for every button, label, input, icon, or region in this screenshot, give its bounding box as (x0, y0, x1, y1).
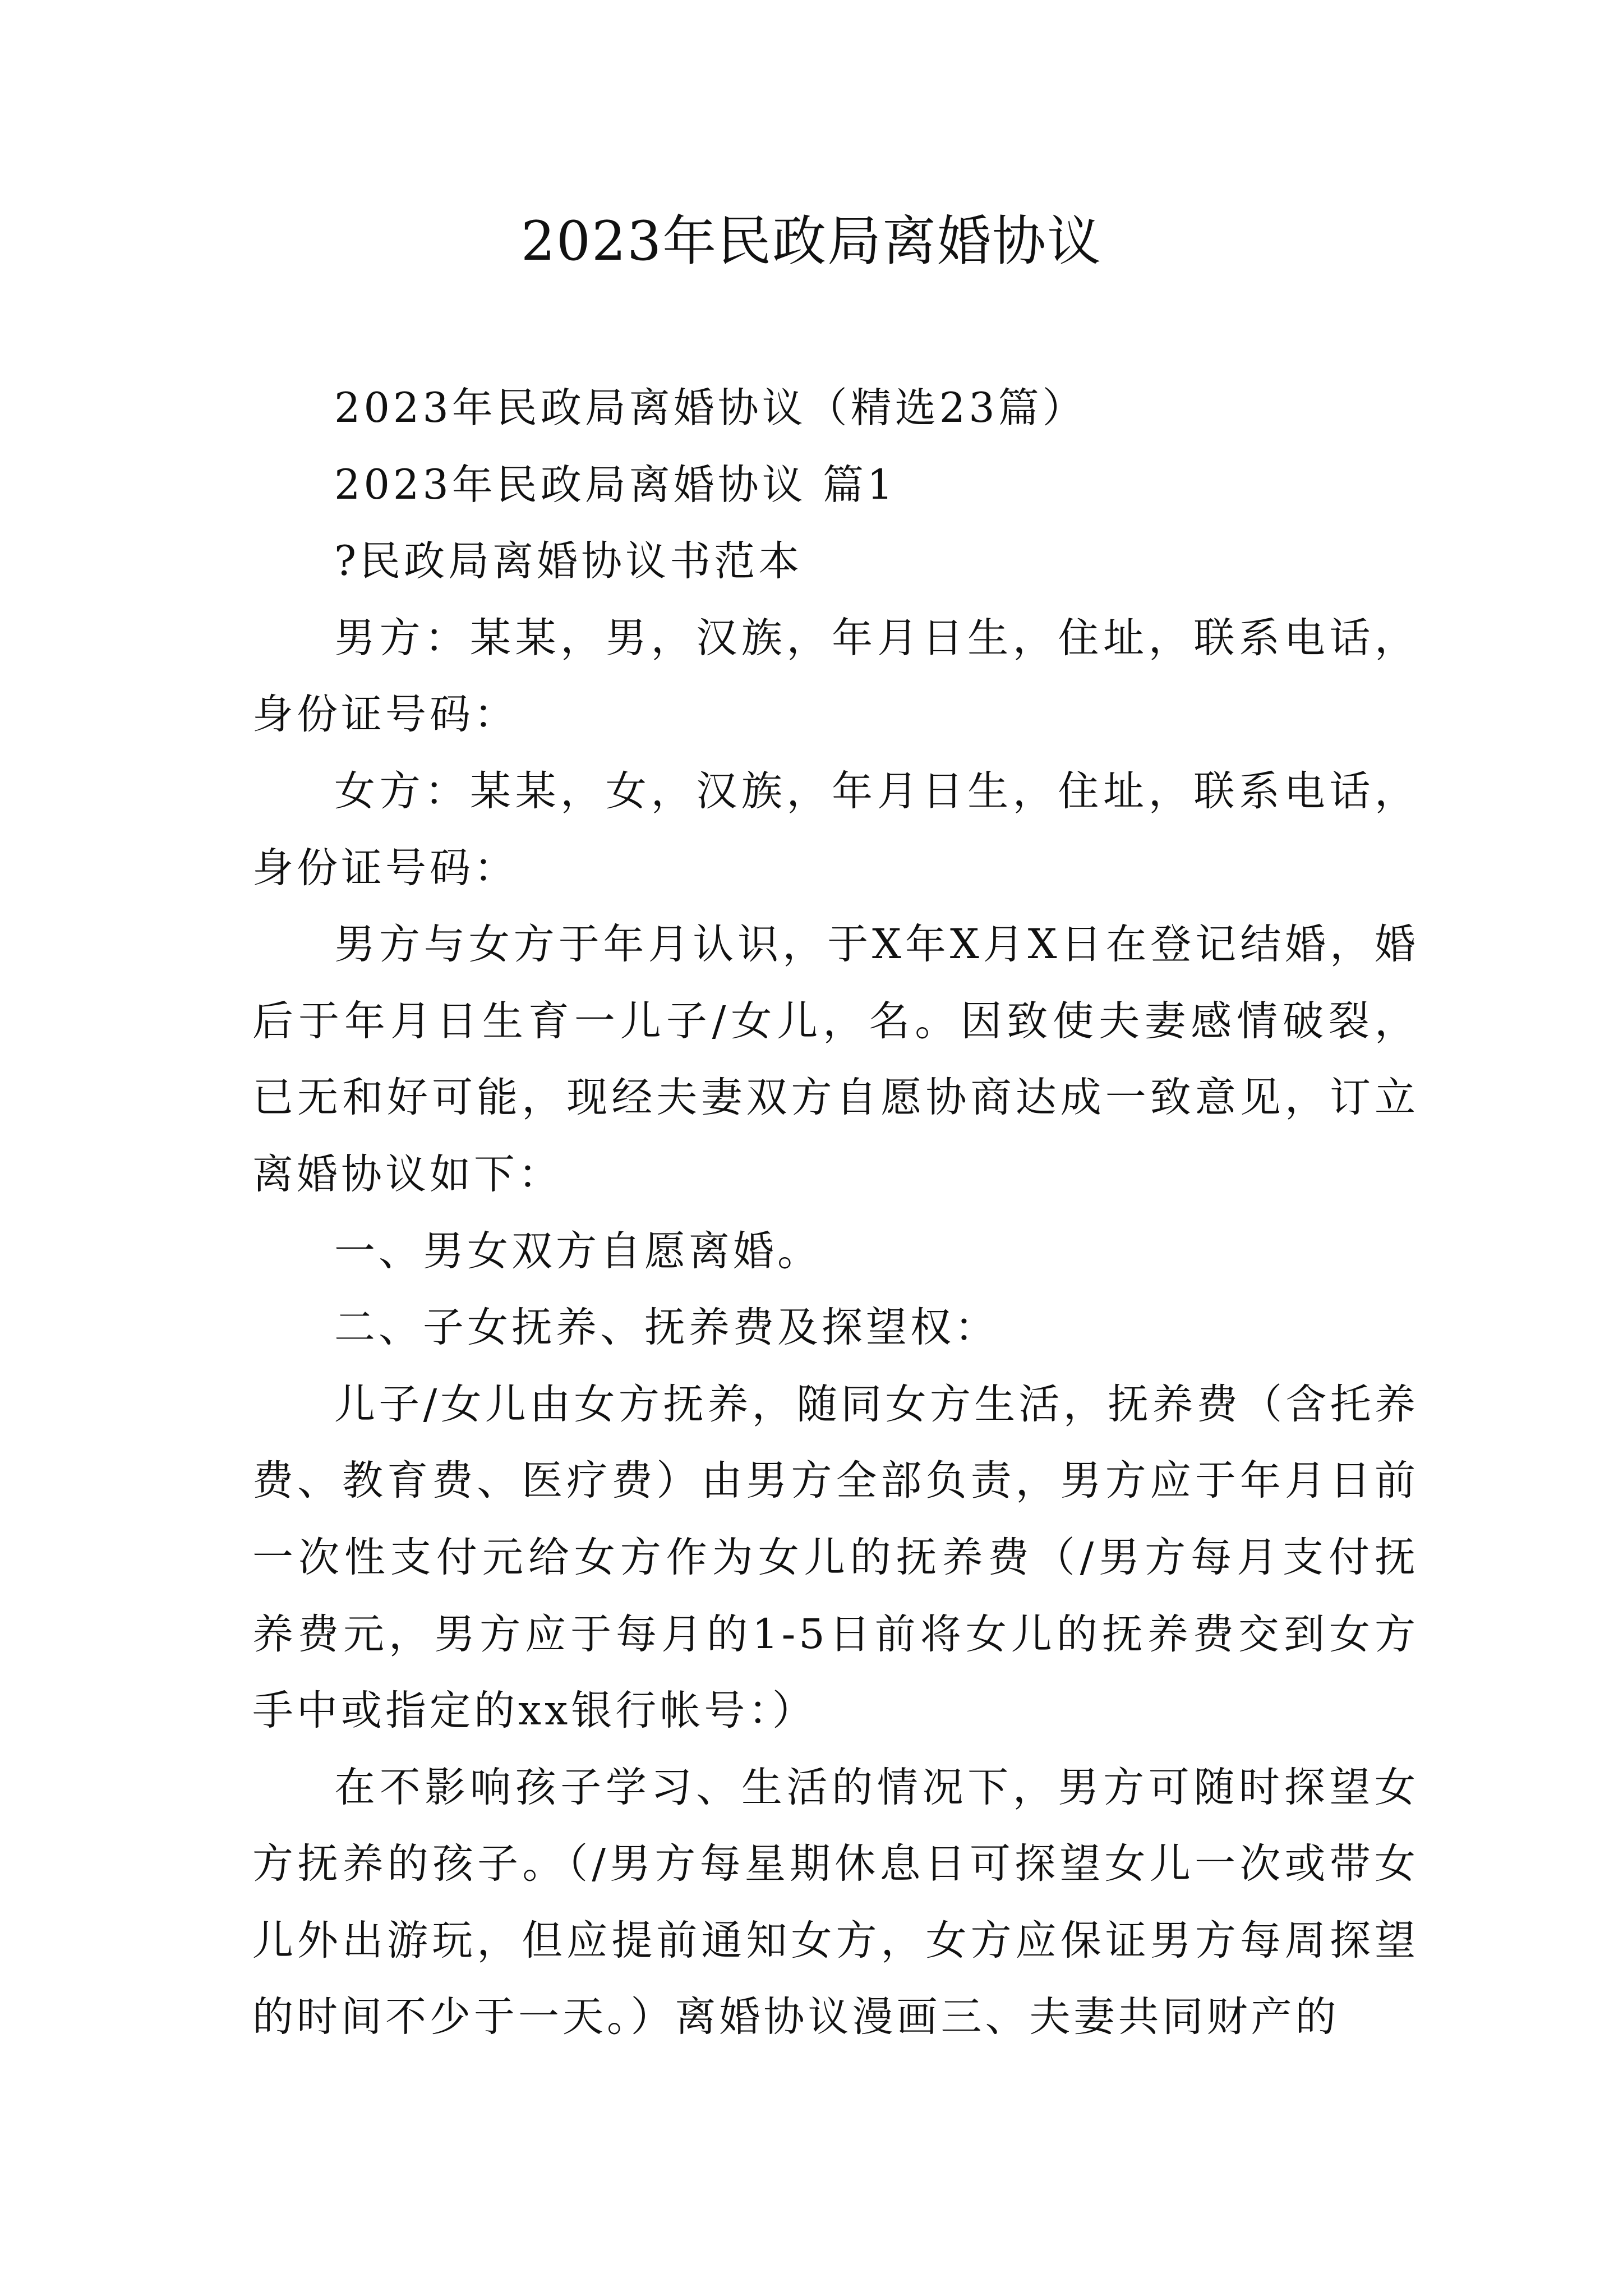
document-title: 2023年民政局离婚协议 (520, 210, 1103, 273)
paragraph-subtitle: 2023年民政局离婚协议（精选23篇） (334, 384, 1087, 432)
document-body (252, 370, 1419, 2056)
paragraph-female-party: 女方：某某，女，汉族，年月日生，住址，联系电话，身份证号码： (252, 767, 1419, 892)
paragraph-clause-2-heading: 二、子女抚养、抚养费及探望权： (334, 1304, 999, 1352)
paragraph-section-heading: 2023年民政局离婚协议 篇1 (334, 461, 897, 509)
paragraph-template-title: ?民政局离婚协议书范本 (334, 537, 803, 586)
paragraph-male-party: 男方：某某，男，汉族，年月日生，住址，联系电话，身份证号码： (252, 614, 1419, 739)
paragraph-visitation: 在不影响孩子学习、生活的情况下，男方可随时探望女方抚养的孩子。（/男方每星期休息日可探望女儿一次或带女儿外出游玩，但应提前通知女方，女方应保证男方每周探望的时间不少于一天。）离婚协议漫画三、夫妻共同财产的 (252, 1763, 1419, 2041)
paragraph-custody: 儿子/女儿由女方抚养，随同女方生活，抚养费（含托养费、教育费、医疗费）由男方全部负责，男方应于年月日前一次性支付元给女方作为女儿的抚养费（/男方每月支付抚养费元，男方应于每月的1-5日前将女儿的抚养费交到女方手中或指定的xx银行帐号：） (252, 1380, 1419, 1735)
paragraph-clause-1: 一、男女双方自愿离婚。 (334, 1227, 822, 1275)
paragraph-background: 男方与女方于年月认识，于X年X月X日在登记结婚，婚后于年月日生育一儿子/女儿，名。因致使夫妻感情破裂，已无和好可能，现经夫妻双方自愿协商达成一致意见，订立离婚协议如下： (252, 921, 1419, 1198)
